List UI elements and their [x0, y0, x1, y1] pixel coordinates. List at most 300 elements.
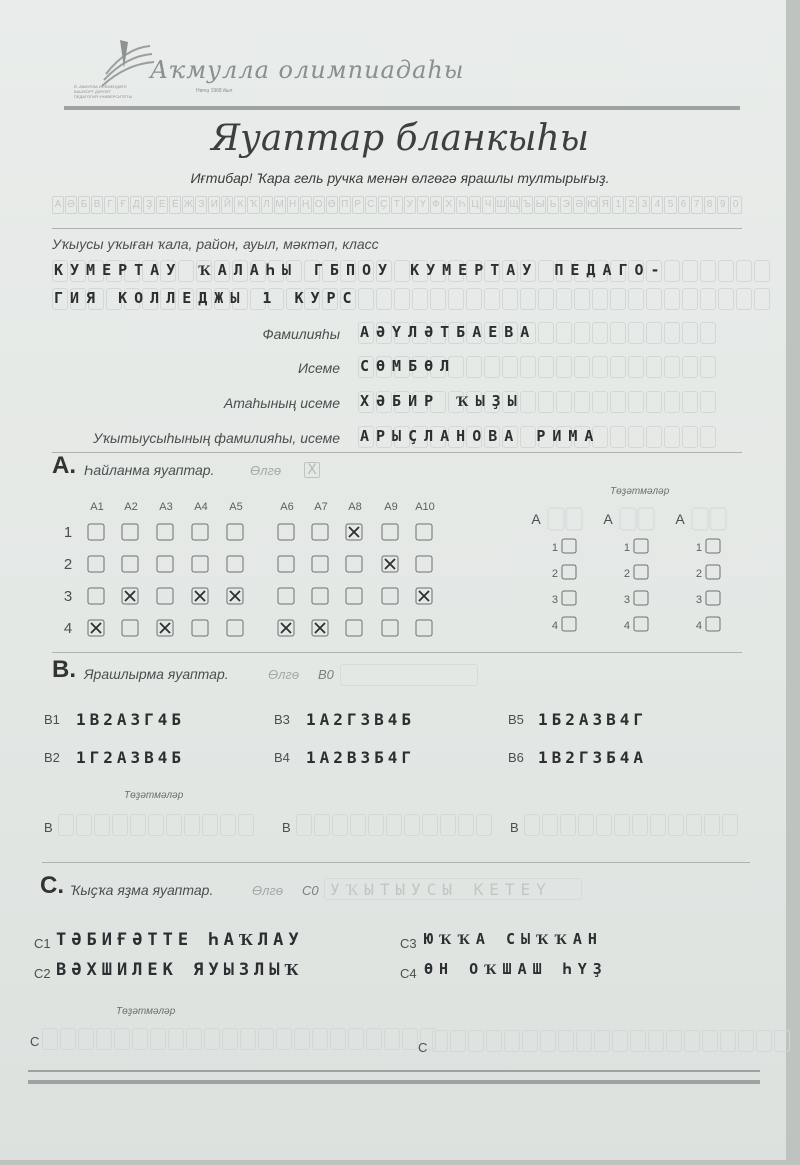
character-cell[interactable] [664, 356, 680, 378]
character-cell[interactable] [502, 288, 518, 310]
section-b-corr-letter: B [510, 820, 519, 835]
answer-checkbox[interactable] [416, 620, 432, 636]
answer-checkbox[interactable] [382, 524, 398, 540]
alphabet-sample-cell: Ө [326, 196, 338, 214]
section-c-example-text: УҠЫТЫУСЫ КЕТЕҮ [330, 880, 552, 899]
cross-mark-icon [195, 591, 205, 601]
correction-cell[interactable] [638, 508, 654, 530]
alphabet-sample-cell: О [313, 196, 325, 214]
character-cell[interactable] [276, 1028, 292, 1050]
answer-checkbox[interactable] [192, 524, 208, 540]
character-cell[interactable] [366, 1028, 382, 1050]
alphabet-sample-cell: Х [443, 196, 455, 214]
correction-checkbox[interactable] [634, 539, 648, 553]
character-cell[interactable] [220, 814, 236, 836]
character-cell[interactable] [202, 814, 218, 836]
cross-mark-icon [125, 591, 135, 601]
character-cell[interactable] [466, 288, 482, 310]
section-c-correction-cells[interactable] [42, 1028, 436, 1050]
alphabet-sample-cell: З [195, 196, 207, 214]
character-cell[interactable] [628, 391, 644, 413]
answer-checkbox[interactable] [278, 588, 294, 604]
alphabet-sample-cell: Ж [182, 196, 194, 214]
character-cell[interactable] [682, 426, 698, 448]
correction-checkbox[interactable] [706, 565, 720, 579]
character-cell[interactable] [458, 814, 474, 836]
character-cell[interactable] [240, 1028, 256, 1050]
first-name-value: СӨМБӨЛ [360, 357, 457, 375]
header-divider [64, 106, 740, 110]
character-cell[interactable] [700, 260, 716, 282]
character-cell[interactable] [394, 288, 410, 310]
character-cell[interactable] [330, 1028, 346, 1050]
answer-checkbox[interactable] [346, 620, 362, 636]
character-cell[interactable] [614, 814, 630, 836]
character-cell[interactable] [682, 288, 698, 310]
character-cell[interactable] [686, 814, 702, 836]
character-cell[interactable] [646, 391, 662, 413]
character-cell[interactable] [168, 1028, 184, 1050]
answer-checkbox[interactable] [192, 620, 208, 636]
character-cell[interactable] [556, 322, 572, 344]
answer-checkbox[interactable] [122, 556, 138, 572]
section-b-correction-cells[interactable] [58, 814, 254, 836]
character-cell[interactable] [700, 356, 716, 378]
section-a-answer-grid [50, 492, 450, 644]
alphabet-sample-cell: 1 [612, 196, 624, 214]
character-cell[interactable] [522, 1030, 538, 1052]
character-cell[interactable] [332, 814, 348, 836]
correction-checkbox[interactable] [706, 539, 720, 553]
answer-checkbox[interactable] [416, 556, 432, 572]
character-cell[interactable] [700, 322, 716, 344]
section-b-letter: B. [52, 656, 76, 683]
character-cell[interactable] [448, 288, 464, 310]
character-cell[interactable] [450, 1030, 466, 1052]
alphabet-sample-cell: 0 [730, 196, 742, 214]
alphabet-sample-cell: П [339, 196, 351, 214]
section-b-example-label: Өлгө [268, 667, 300, 682]
answer-checkbox[interactable] [346, 556, 362, 572]
character-cell[interactable] [412, 288, 428, 310]
alphabet-sample-cell: Б [78, 196, 90, 214]
answer-checkbox[interactable] [88, 588, 104, 604]
answer-b5-value[interactable]: 1Б2А3В4Г [538, 710, 648, 729]
correction-cell[interactable] [692, 508, 708, 530]
answer-c3-label: C3 [400, 936, 417, 951]
correction-row-label: 2 [623, 568, 630, 580]
alphabet-sample-cell: Й [221, 196, 233, 214]
alphabet-sample-cell: Ҫ [378, 196, 390, 214]
answer-b3-value[interactable]: 1А2Г3В4Б [306, 710, 416, 729]
answer-checkbox[interactable] [278, 556, 294, 572]
alphabet-sample-cell: Ц [469, 196, 481, 214]
character-cell[interactable] [720, 1030, 736, 1052]
character-cell[interactable] [592, 288, 608, 310]
character-cell[interactable] [556, 356, 572, 378]
character-cell[interactable] [484, 356, 500, 378]
alphabet-sample-cell: Ү [417, 196, 429, 214]
character-cell[interactable] [664, 288, 680, 310]
character-cell[interactable] [368, 814, 384, 836]
character-cell[interactable] [114, 1028, 130, 1050]
alphabet-sample-cell: Д [130, 196, 142, 214]
character-cell[interactable] [574, 288, 590, 310]
section-b-example-code: B0 [318, 667, 334, 682]
character-cell[interactable] [112, 814, 128, 836]
school-line1: КУМЕРТАУ ҠАЛАҺЫ ГБПОУ КУМЕРТАУ ПЕДАГО- [54, 261, 667, 279]
alphabet-sample-cell: Ё [169, 196, 181, 214]
answer-c4-label: C4 [400, 966, 417, 981]
character-cell[interactable] [738, 1030, 754, 1052]
character-cell[interactable] [348, 1028, 364, 1050]
character-cell[interactable] [704, 814, 720, 836]
character-cell[interactable] [466, 356, 482, 378]
character-cell[interactable] [150, 1028, 166, 1050]
answer-b6-label: B6 [508, 750, 524, 765]
section-c-corr-letter: C [30, 1034, 40, 1049]
character-cell[interactable] [476, 814, 492, 836]
column-label: A10 [415, 501, 435, 513]
character-cell[interactable] [646, 426, 662, 448]
page-title: Яуаптар бланкыһы [210, 118, 590, 159]
divider [52, 228, 742, 229]
alphabet-sample-cell: У [404, 196, 416, 214]
character-cell[interactable] [628, 426, 644, 448]
answer-checkbox[interactable] [88, 556, 104, 572]
character-cell[interactable] [700, 426, 716, 448]
answer-checkbox[interactable] [382, 588, 398, 604]
character-cell[interactable] [610, 288, 626, 310]
character-cell[interactable] [76, 814, 92, 836]
correction-checkbox[interactable] [562, 591, 576, 605]
section-b-corrections-label: Төҙәтмәләр [124, 790, 184, 801]
character-cell[interactable] [596, 814, 612, 836]
alphabet-sample-cell: 9 [717, 196, 729, 214]
section-b-example-box [340, 664, 478, 691]
character-cell[interactable] [294, 1028, 310, 1050]
correction-row-label: 3 [623, 594, 630, 606]
column-label: A7 [314, 501, 328, 513]
teacher-value: АРЫҪЛАНОВА РИМА [360, 427, 601, 445]
alphabet-sample-cell: 2 [625, 196, 637, 214]
character-cell[interactable] [610, 391, 626, 413]
answer-checkbox[interactable] [122, 524, 138, 540]
character-cell[interactable] [718, 260, 734, 282]
alphabet-sample-cell: Ы [534, 196, 546, 214]
answer-checkbox[interactable] [312, 524, 328, 540]
column-label: A9 [384, 501, 398, 513]
character-cell[interactable] [700, 391, 716, 413]
answer-c3-value[interactable]: ЮҠҠА СЫҠҠАН [424, 930, 603, 948]
character-cell[interactable] [574, 322, 590, 344]
section-a-example-label: Өлгө [250, 463, 282, 478]
character-cell[interactable] [594, 1030, 610, 1052]
alphabet-sample-cell: Ә [573, 196, 585, 214]
character-cell[interactable] [684, 1030, 700, 1052]
example-checkbox: X [304, 462, 320, 478]
alphabet-sample-cell: Н [287, 196, 299, 214]
cross-mark-icon [230, 591, 240, 601]
answer-checkbox[interactable] [346, 588, 362, 604]
answer-c1-label: C1 [34, 936, 51, 951]
alphabet-sample-cell: Щ [508, 196, 520, 214]
surname-label: Фамилияһы [262, 326, 340, 342]
alphabet-sample-cell: С [365, 196, 377, 214]
column-label: A3 [159, 501, 173, 513]
answer-b2-value[interactable]: 1Г2А3В4Б [76, 748, 186, 767]
character-cell[interactable] [312, 1028, 328, 1050]
character-cell[interactable] [384, 1028, 400, 1050]
character-cell[interactable] [612, 1030, 628, 1052]
character-cell[interactable] [60, 1028, 76, 1050]
character-cell[interactable] [58, 814, 74, 836]
olympiad-name: Аҡмулла олимпиадаһы [150, 56, 465, 84]
character-cell[interactable] [484, 288, 500, 310]
answer-c2-label: C2 [34, 966, 51, 981]
character-cell[interactable] [650, 814, 666, 836]
divider [52, 452, 742, 453]
character-cell[interactable] [314, 814, 330, 836]
character-cell[interactable] [682, 322, 698, 344]
section-b-correction-cells[interactable] [296, 814, 492, 836]
correction-checkbox[interactable] [562, 539, 576, 553]
character-cell[interactable] [664, 391, 680, 413]
answer-checkbox[interactable] [312, 588, 328, 604]
correction-checkbox[interactable] [634, 591, 648, 605]
logo-caption: Й. АКМУЛЛА ИСЕМЕНДӘГЕ БАШҠОРТ ДӘҮЛӘТ ПЕДАГОГИЯ УНИВЕРСИТЕТЫ [74, 84, 133, 99]
alphabet-sample-cell: Ғ [117, 196, 129, 214]
cross-mark-icon [385, 559, 395, 569]
character-cell[interactable] [468, 1030, 484, 1052]
character-cell[interactable] [540, 1030, 556, 1052]
character-cell[interactable] [96, 1028, 112, 1050]
character-cell[interactable] [632, 814, 648, 836]
row-label: 4 [63, 620, 73, 637]
character-cell[interactable] [592, 391, 608, 413]
correction-checkbox[interactable] [562, 617, 576, 631]
character-cell[interactable] [538, 322, 554, 344]
character-cell[interactable] [668, 814, 684, 836]
answer-checkbox[interactable] [382, 620, 398, 636]
correction-row-label: 1 [551, 542, 558, 554]
character-cell[interactable] [486, 1030, 502, 1052]
first-name-label: Исеме [297, 360, 340, 376]
alphabet-sample-cell: Һ [456, 196, 468, 214]
character-cell[interactable] [560, 814, 576, 836]
alphabet-sample-cell: 3 [638, 196, 650, 214]
alphabet-sample-cell: В [91, 196, 103, 214]
character-cell[interactable] [754, 288, 770, 310]
column-label: A2 [124, 501, 138, 513]
section-c-corr-letter: C [418, 1040, 428, 1055]
answer-checkbox[interactable] [227, 620, 243, 636]
character-cell[interactable] [148, 814, 164, 836]
character-cell[interactable] [538, 288, 554, 310]
character-cell[interactable] [358, 288, 374, 310]
character-cell[interactable] [756, 1030, 772, 1052]
alphabet-sample-cell: Р [352, 196, 364, 214]
alphabet-sample-cell: 8 [704, 196, 716, 214]
character-cell[interactable] [610, 322, 626, 344]
answer-checkbox[interactable] [227, 556, 243, 572]
character-cell[interactable] [682, 391, 698, 413]
section-a-corrections-grid [524, 500, 744, 636]
answer-b4-value[interactable]: 1А2В3Б4Г [306, 748, 416, 767]
father-name-label: Атаһының исеме [223, 395, 340, 411]
character-cell[interactable] [404, 814, 420, 836]
correction-cell[interactable] [710, 508, 726, 530]
character-cell[interactable] [166, 814, 182, 836]
character-cell[interactable] [94, 814, 110, 836]
character-cell[interactable] [542, 814, 558, 836]
answer-checkbox[interactable] [122, 620, 138, 636]
character-cell[interactable] [736, 288, 752, 310]
character-cell[interactable] [524, 814, 540, 836]
character-cell[interactable] [628, 356, 644, 378]
section-c-correction-cells[interactable] [432, 1030, 790, 1052]
character-cell[interactable] [682, 356, 698, 378]
correction-checkbox[interactable] [706, 591, 720, 605]
alphabet-sample-cell: Ч [482, 196, 494, 214]
character-cell[interactable] [430, 288, 446, 310]
section-b-correction-cells[interactable] [524, 814, 738, 836]
correction-checkbox[interactable] [634, 617, 648, 631]
character-cell[interactable] [258, 1028, 274, 1050]
character-cell[interactable] [130, 814, 146, 836]
correction-row-label: 1 [623, 542, 630, 554]
character-cell[interactable] [432, 1030, 448, 1052]
character-cell[interactable] [664, 426, 680, 448]
character-cell[interactable] [376, 288, 392, 310]
character-cell[interactable] [204, 1028, 220, 1050]
answer-c1-value[interactable]: ТӘБИҒӘТТЕ ҺАҠЛАУ [56, 930, 304, 950]
character-cell[interactable] [42, 1028, 58, 1050]
alphabet-sample-cell: Т [391, 196, 403, 214]
character-cell[interactable] [666, 1030, 682, 1052]
cross-mark-icon [91, 623, 101, 633]
character-cell[interactable] [78, 1028, 94, 1050]
character-cell[interactable] [538, 356, 554, 378]
character-cell[interactable] [682, 260, 698, 282]
answer-b6-value[interactable]: 1В2Г3Б4А [538, 748, 648, 767]
character-cell[interactable] [386, 814, 402, 836]
column-label: A5 [229, 501, 243, 513]
alphabet-sample-cell: Е [156, 196, 168, 214]
character-cell[interactable] [184, 814, 200, 836]
character-cell[interactable] [646, 356, 662, 378]
correction-cell[interactable] [566, 508, 582, 530]
correction-letter: A [675, 511, 685, 527]
character-cell[interactable] [574, 391, 590, 413]
character-cell[interactable] [702, 1030, 718, 1052]
character-cell[interactable] [422, 814, 438, 836]
answer-checkbox[interactable] [227, 524, 243, 540]
alphabet-sample-cell: Ю [586, 196, 598, 214]
row-label: 3 [63, 588, 73, 605]
character-cell[interactable] [718, 288, 734, 310]
correction-letter: A [531, 511, 541, 527]
answer-checkbox[interactable] [416, 524, 432, 540]
correction-checkbox[interactable] [634, 565, 648, 579]
character-cell[interactable] [736, 260, 752, 282]
answer-checkbox[interactable] [312, 556, 328, 572]
section-c-letter: C. [40, 872, 64, 899]
character-cell[interactable] [238, 814, 254, 836]
character-cell[interactable] [700, 288, 716, 310]
character-cell[interactable] [520, 288, 536, 310]
character-cell[interactable] [648, 1030, 664, 1052]
character-cell[interactable] [774, 1030, 790, 1052]
character-cell[interactable] [578, 814, 594, 836]
answer-checkbox[interactable] [278, 524, 294, 540]
character-cell[interactable] [538, 391, 554, 413]
character-cell[interactable] [592, 322, 608, 344]
character-cell[interactable] [610, 356, 626, 378]
character-cell[interactable] [574, 356, 590, 378]
character-cell[interactable] [186, 1028, 202, 1050]
answer-c2-value[interactable]: ВӘХШИЛЕК ЯУЫЗЛЫҠ [56, 960, 304, 980]
character-cell[interactable] [350, 814, 366, 836]
answer-checkbox[interactable] [157, 588, 173, 604]
character-cell[interactable] [296, 814, 312, 836]
section-c-example-code: C0 [302, 883, 319, 898]
answer-checkbox[interactable] [157, 524, 173, 540]
character-cell[interactable] [132, 1028, 148, 1050]
answer-c4-value[interactable]: ӨН ОҠШАШ ҺҮҘ [424, 960, 608, 978]
character-cell[interactable] [558, 1030, 574, 1052]
character-cell[interactable] [646, 288, 662, 310]
character-cell[interactable] [504, 1030, 520, 1052]
correction-cell[interactable] [620, 508, 636, 530]
answer-checkbox[interactable] [88, 524, 104, 540]
correction-cell[interactable] [548, 508, 564, 530]
correction-checkbox[interactable] [706, 617, 720, 631]
answer-checkbox[interactable] [157, 556, 173, 572]
character-cell[interactable] [222, 1028, 238, 1050]
surname-value: АӘҮЛӘТБАЕВА [360, 323, 537, 341]
character-cell[interactable] [402, 1028, 418, 1050]
character-cell[interactable] [628, 322, 644, 344]
character-cell[interactable] [722, 814, 738, 836]
alphabet-sample-cell: Ш [495, 196, 507, 214]
correction-row-label: 3 [551, 594, 558, 606]
character-cell[interactable] [520, 356, 536, 378]
alphabet-sample-cell: 4 [651, 196, 663, 214]
answer-b1-value[interactable]: 1В2А3Г4Б [76, 710, 186, 729]
answer-b1-label: B1 [44, 712, 60, 727]
character-cell[interactable] [556, 288, 572, 310]
character-cell[interactable] [664, 322, 680, 344]
character-cell[interactable] [502, 356, 518, 378]
section-b-corr-letter: B [282, 820, 291, 835]
divider [42, 862, 750, 863]
character-cell[interactable] [630, 1030, 646, 1052]
character-cell[interactable] [754, 260, 770, 282]
character-cell[interactable] [646, 322, 662, 344]
character-cell[interactable] [592, 356, 608, 378]
character-cell[interactable] [576, 1030, 592, 1052]
answer-checkbox[interactable] [192, 556, 208, 572]
character-cell[interactable] [440, 814, 456, 836]
column-label: A6 [280, 501, 294, 513]
character-cell[interactable] [628, 288, 644, 310]
correction-row-label: 2 [695, 568, 702, 580]
character-cell[interactable] [610, 426, 626, 448]
section-c-corrections-label: Төҙәтмәләр [116, 1006, 176, 1017]
correction-checkbox[interactable] [562, 565, 576, 579]
character-cell[interactable] [556, 391, 572, 413]
